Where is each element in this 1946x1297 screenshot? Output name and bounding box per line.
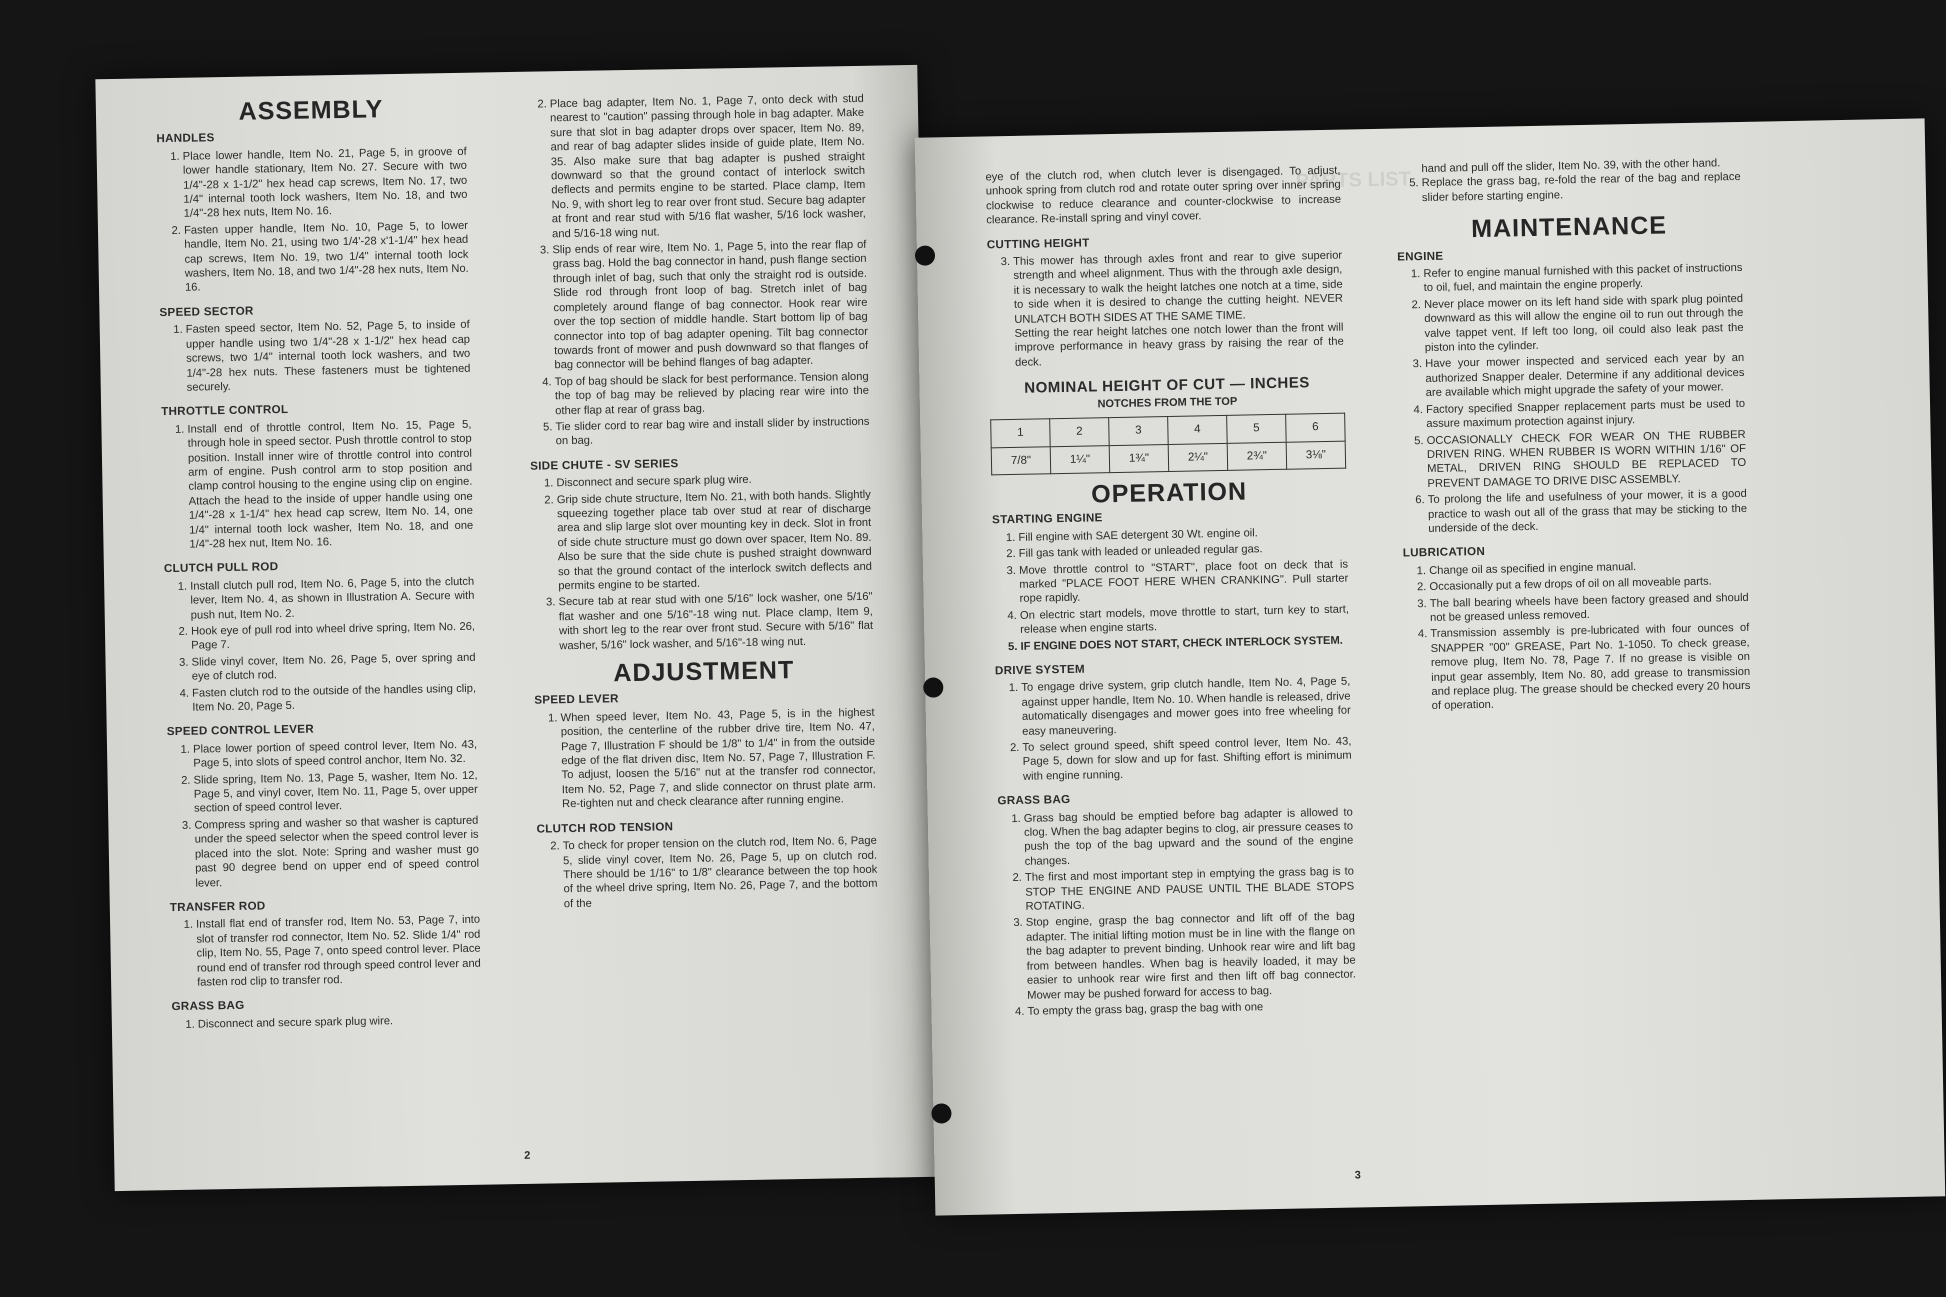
list-item: 1. Fill engine with SAE detergent 30 Wt. engine oil. xyxy=(1018,524,1347,545)
page-number: 3 xyxy=(1354,1169,1361,1182)
list-item: 2. Never place mower on its left hand side with spark plug pointed downward as this will allow the engine oil to run out through the valve tappet vent. If left too long, oil could also leak past the piston into the cylinder. xyxy=(1424,292,1744,356)
continued-paragraph: eye of the clutch rod, when clutch lever is disengaged. To adjust, unhook spring from clutch rod and rotate outer spring over inner spring clockwise to reduce clearance and counter-clockwise to increase clearance. Re-install spring and vinyl cover. xyxy=(985,164,1342,227)
list-item: 4. Factory specified Snapper replacement parts must be used to assure maximum protection against injury. xyxy=(1426,397,1745,432)
drive-system-heading: DRIVE SYSTEM xyxy=(994,662,1086,678)
operation-grass-bag-heading: GRASS BAG xyxy=(997,793,1071,808)
handles-heading: HANDLES xyxy=(156,131,215,146)
speed-sector-heading: SPEED SECTOR xyxy=(159,304,254,320)
list-item: 2. The first and most important step in emptying the grass bag is to STOP THE ENGINE AND PAUSE UNTIL THE BLADE STOPS ROTATING. xyxy=(1025,865,1355,915)
list-item: 3. The ball bearing wheels have been factory greased and should not be greased unless removed. xyxy=(1430,590,1749,625)
table-cell: 1¼" xyxy=(1050,445,1110,474)
drive-system-list xyxy=(995,675,1352,785)
table-row xyxy=(991,441,1345,475)
list-item: 5. IF ENGINE DOES NOT START, CHECK INTERLOCK SYSTEM. xyxy=(1020,633,1349,654)
list-item: 1. Refer to engine manual furnished with this packet of instructions to oil, fuel, and maintain the engine properly. xyxy=(1423,261,1742,296)
starting-engine-heading: STARTING ENGINE xyxy=(991,511,1103,527)
lubrication-list xyxy=(1403,558,1751,715)
list-item xyxy=(1013,249,1344,371)
right-page xyxy=(915,118,1946,1215)
clutch-pull-rod-heading: CLUTCH PULL ROD xyxy=(163,560,279,576)
height-of-cut-table xyxy=(990,413,1346,476)
list-item: 2. Occasionally put a few drops of oil on all moveable parts. xyxy=(1429,574,1748,595)
transfer-rod-heading: TRANSFER ROD xyxy=(169,899,266,914)
list-item: 3. Slide vinyl cover, Item No. 26, Page 5, over spring and eye of clutch rod. xyxy=(191,651,475,685)
side-chute-heading: SIDE CHUTE - SV SERIES xyxy=(530,456,679,473)
list-item: 1. Place lower portion of speed control lever, Item No. 43, Page 5, into slots of speed control anchor, Item No. 32. xyxy=(193,738,477,772)
grass-bag-continued-list xyxy=(524,92,870,450)
binding-hole xyxy=(915,245,935,265)
list-item: 2. Grip side chute structure, Item No. 21, with both hands. Slightly squeezing together place tab over stud at rear of discharge area and slip large slot over mounting key in deck. Slot in front of side chute structure must go down over spacer, Item No. 89. Also be sure that the side chute is pushed straight downward so that the ground contact of the interlock switch deflects and permits engine to be started. xyxy=(557,487,873,593)
list-item: 1. Fasten speed sector, Item No. 52, Page 5, to inside of upper handle using two 1/4"-28 x 1-1/2" hex head cap screws, two 1/4" internal tooth lock washers, and two 1/4"-28 hex nuts. These fasteners must be tightened securely. xyxy=(186,318,471,395)
left-page xyxy=(95,65,936,1191)
speed-lever-heading: SPEED LEVER xyxy=(534,692,619,708)
left-column-1 xyxy=(156,95,482,1034)
list-item: 3. Secure tab at rear stud with one 5/16" lock washer, one 5/16" flat washer and one 5/16"-18 wing nut. Place clamp, Item 9, with short leg to the rear over front stud. Secure with 5/16" flat washer, 5/16" lock washer, and 5/16"-18 wing nut. xyxy=(558,590,873,653)
table-cell: 6 xyxy=(1286,413,1346,442)
list-item: 4. To empty the grass bag, grasp the bag with one xyxy=(1027,998,1356,1019)
clutch-rod-tension-heading: CLUTCH ROD TENSION xyxy=(536,819,674,836)
list-item: 1. To engage drive system, grip clutch handle, Item No. 4, Page 5, against upper handle, Item No. 10. When handle is released, drive automatically disengages and mower goes into free wheeling for easy maneuvering. xyxy=(1021,675,1351,739)
grass-bag-list xyxy=(172,1012,482,1032)
adjustment-title: ADJUSTMENT xyxy=(613,656,795,688)
cutting-height-list xyxy=(987,249,1344,371)
list-item: 1. Disconnect and secure spark plug wire. xyxy=(556,471,870,491)
throttle-control-heading: THROTTLE CONTROL xyxy=(161,403,289,419)
list-item: 2. To check for proper tension on the clutch rod, Item No. 6, Page 5, slide vinyl cover, Item No. 26, Page 5, up on clutch rod. There should be 1/16" to 1/8" clearance between the top hook of the wheel drive spring, Item No. 26, Page 7, and the bottom of the xyxy=(563,834,878,912)
table-cell: 4 xyxy=(1168,415,1228,444)
list-item: 1. Place lower handle, Item No. 21, Page 5, in groove of lower handle stationary, Item No. 27. Secure with two 1/4"-28 x 1-1/2" hex head cap screws, Item No. 17, two 1/4" internal tooth lock washers, Item No. 18, and two 1/4"-28 hex nuts, Item No. 16. xyxy=(183,145,468,222)
table-cell: 2 xyxy=(1050,418,1110,447)
binding-hole xyxy=(931,1103,951,1123)
starting-engine-list xyxy=(992,524,1349,654)
list-item: 3. Have your mower inspected and serviced each year by an authorized Snapper dealer. Determine if any additional devices are available which might upgrade the safety of your mower. xyxy=(1425,351,1745,400)
list-item: 3. Move throttle control to "START", place foot on deck that is marked "PLACE FOOT HERE WHEN CRANKING". Pull starter rope rapidly. xyxy=(1019,557,1349,607)
speed-control-lever-heading: SPEED CONTROL LEVER xyxy=(166,722,315,739)
table-cell: 1¾" xyxy=(1109,444,1169,473)
list-item: 6. To prolong the life and usefulness of your mower, it is a good practice to wash out all of the grass that may be sticking to the underside of the deck. xyxy=(1428,487,1748,536)
table-cell: 3⅛" xyxy=(1286,441,1346,470)
clutch-pull-rod-list xyxy=(164,575,476,716)
list-item: 4. Transmission assembly is pre-lubricated with four ounces of SNAPPER "00" GREASE, Part No. 1-1050. To check grease, remove plug, Item No. 78, Page 7. If no grease is visible on input gear assembly, Item No. 80, add grease to transmission and replace plug. The grease should be checked every 20 hours of operation. xyxy=(1430,621,1751,714)
list-item: 1. Install end of throttle control, Item No. 15, Page 5, through hole in speed sector. Push throttle control to stop position. Install inner wire of throttle control into control arm of engine. Push control arm to stop position and clamp control housing to the engine using clip on engine. Attach the head to the inside of upper handle using one 1/4"-28 x 1-1/4" hex head cap screw, Item No. 14, one 1/4" internal tooth lock washer, Item No. 18, and one 1/4"-28 hex nut, Item No. 16. xyxy=(187,417,473,552)
cutting-height-text-2: Setting the rear height latches one notch lower than the front will improve performance in heavy grass by raising the rear of the deck. xyxy=(1014,321,1344,369)
list-item: 1. Install flat end of transfer rod, Item No. 53, Page 7, into slot of transfer rod connector, Item No. 52. Slide 1/4" rod clip, Item No. 55, Page 7, onto speed control lever. Place round end of transfer rod through speed control lever and fasten rod clip to transfer rod. xyxy=(196,913,481,990)
show-through-text: PARTS LIST xyxy=(1295,168,1412,193)
throttle-control-list xyxy=(161,417,473,552)
list-item: 1. Grass bag should be emptied before bag adapter is allowed to clog. When the bag adapter begins to clog, air pressure ceases to push the top of the bag upward and the sound of the engine changes. xyxy=(1024,805,1354,869)
right-column-2 xyxy=(1395,156,1751,716)
right-column-1 xyxy=(985,164,1356,1022)
cutting-height-text: This mower has through axles front and rear to give superior strength and wheel alignment. Thus with the through axle design, it is necessary to walk the height latches one notch at a time, side to side when it is desired to change the cutting height. NEVER UNLATCH BOTH SIDES AT THE SAME TIME. xyxy=(1013,249,1344,326)
list-item: 1. When speed lever, Item No. 43, Page 5, is in the highest position, the centerline of the rubber drive tire, Item No. 47, Page 7, Illustration F should be 1/8" to 1/4" in from the outside edge of the flat driven disc, Item No. 57, Page 7, Illustration F. To adjust, loosen the 5/16" nut at the transfer rod connector, Item No. 52, Page 7, and slide connector on thrust plate arm. Re-tighten nut and check clearance after running engine. xyxy=(560,706,876,812)
table-cell: 2¼" xyxy=(1168,443,1228,472)
table-cell: 1 xyxy=(991,419,1051,448)
binding-hole xyxy=(923,677,943,697)
list-item: 5. Tie slider cord to rear bag wire and install slider by instructions on bag. xyxy=(555,415,869,449)
clutch-rod-tension-list xyxy=(537,834,878,912)
grass-bag-end-list xyxy=(1396,170,1741,205)
list-item: 3. Slip ends of rear wire, Item No. 1, Page 5, into the rear flap of grass bag. Hold the bag connector in hand, push flange section through inlet of bag, such that only the straight rod is outside. Slide rod through front loop of bag. Stretch inlet of bag completely around flange of bag connector. Hook rear wire over the top section of middle handle. Start bottom lip of bag connector into top of bag adapter opening. Tilt bag connector towards front of mower and push downward so that flanges of bag connector will be behind flanges of bag adapter. xyxy=(552,238,868,373)
list-item: 2. Fasten upper handle, Item No. 10, Page 5, to lower handle, Item No. 21, using two 1/4'-28 x'1-1/4" hex head cap screws, Item No. 19, two 1/4" internal tooth lock washers, Item No. 18, and two 1/4"-28 hex nuts, Item No. 16. xyxy=(184,219,469,296)
list-item: 3. Stop engine, grasp the bag connector and lift off of the bag adapter. The initial lifting motion must be in line with the flange on the bag adapter to prevent binding. Unhook rear wire and lift bag from between handles. When bag is heavily loaded, it may be easier to unhook rear wire first and then lift off bag connector. Mower may be pushed forward for access to bag. xyxy=(1026,910,1357,1003)
speed-sector-list xyxy=(160,318,471,395)
list-item: 4. Top of bag should be slack for best performance. Tension along the top of bag may be relieved by placing rear wire into the other flap at rear of grass bag. xyxy=(555,370,870,419)
list-item: 1. Disconnect and secure spark plug wire. xyxy=(198,1012,482,1031)
maintenance-title: MAINTENANCE xyxy=(1470,211,1668,244)
operation-grass-bag-list xyxy=(998,805,1357,1019)
list-item: 2. Hook eye of pull rod into wheel drive spring, Item No. 26, Page 7. xyxy=(191,620,475,654)
lubrication-heading: LUBRICATION xyxy=(1402,545,1486,560)
left-column-2 xyxy=(524,92,878,914)
engine-heading: ENGINE xyxy=(1396,249,1444,264)
table-cell: 5 xyxy=(1227,414,1287,443)
handles-list xyxy=(157,145,470,296)
list-item: 2. Place bag adapter, Item No. 1, Page 7, onto deck with stud nearest to "caution" passing through hole in bag adapter. Make sure that slot in bag adapter drops over spacer, Item No. 89, and rear of bag adapter slides inside of guide plate, Item No. 35. Also make sure that bag adapter is pushed straight downward so that the ground contact of interlock switch deflects and permits engine to be started. Place clamp, Item No. 9, with short leg to rear over front stud. Secure bag adapter at front and rear stud with 5/16 flat washer, 5/16 lock washer, and 5/16-18 wing nut. xyxy=(550,92,866,242)
grass-bag-heading: GRASS BAG xyxy=(171,999,245,1014)
list-item: 2. Slide spring, Item No. 13, Page 5, washer, Item No. 12, Page 5, and vinyl cover, Item No. 11, Page 5, over upper section of speed control lever. xyxy=(193,768,478,816)
cutting-height-heading: CUTTING HEIGHT xyxy=(986,236,1090,252)
side-chute-list xyxy=(530,471,873,654)
table-cell: 2¾" xyxy=(1227,442,1287,471)
continued-item: hand and pull off the slider, Item No. 39, with the other hand. xyxy=(1421,157,1721,176)
operation-title: OPERATION xyxy=(1090,477,1248,509)
engine-list xyxy=(1397,261,1747,537)
list-item: 5. OCCASIONALLY CHECK FOR WEAR ON THE RUBBER DRIVEN RING. WHEN RUBBER IS WORN WITHIN 1/16" OF METAL, DRIVEN RING SHOULD BE REPLACED TO PREVENT DAMAGE TO DRIVE DISC ASSEMBLY. xyxy=(1427,427,1747,491)
table-cell: 3 xyxy=(1109,417,1169,446)
speed-lever-list xyxy=(534,706,876,813)
list-item: 2. To select ground speed, shift speed control lever, Item No. 43, Page 5, down for slow and up for fast. Shifting effort is minimum with engine running. xyxy=(1022,735,1352,785)
assembly-title: ASSEMBLY xyxy=(238,95,384,126)
list-item: 1. Change oil as specified in engine manual. xyxy=(1429,558,1748,579)
list-item: 4. On electric start models, move throttle to start, turn key to start, release when engine starts. xyxy=(1020,602,1349,637)
list-item: 2. Fill gas tank with leaded or unleaded regular gas. xyxy=(1019,541,1348,562)
table-subtitle: NOTCHES FROM THE TOP xyxy=(1097,395,1238,411)
page-number: 2 xyxy=(524,1149,531,1162)
list-item: 1. Install clutch pull rod, Item No. 6, Page 5, into the clutch lever, Item No. 4, as shown in Illustration A. Secure with push nut, Item No. 2. xyxy=(190,575,475,623)
list-item: 4. Fasten clutch rod to the outside of the handles using clip, Item No. 20, Page 5. xyxy=(192,681,476,715)
list-item: 5. Replace the grass bag, re-fold the rear of the bag and replace slider before starting engine. xyxy=(1422,170,1741,205)
transfer-rod-list xyxy=(170,913,481,990)
speed-control-lever-list xyxy=(167,738,480,891)
list-item: 3. Compress spring and washer so that washer is captured under the speed selector when the speed control lever is placed into the slot. Note: Spring and washer must go past 90 degree bend on upper end of speed control lever. xyxy=(194,814,479,891)
table-title: NOMINAL HEIGHT OF CUT — INCHES xyxy=(1024,374,1310,398)
table-cell: 7/8" xyxy=(991,446,1051,475)
